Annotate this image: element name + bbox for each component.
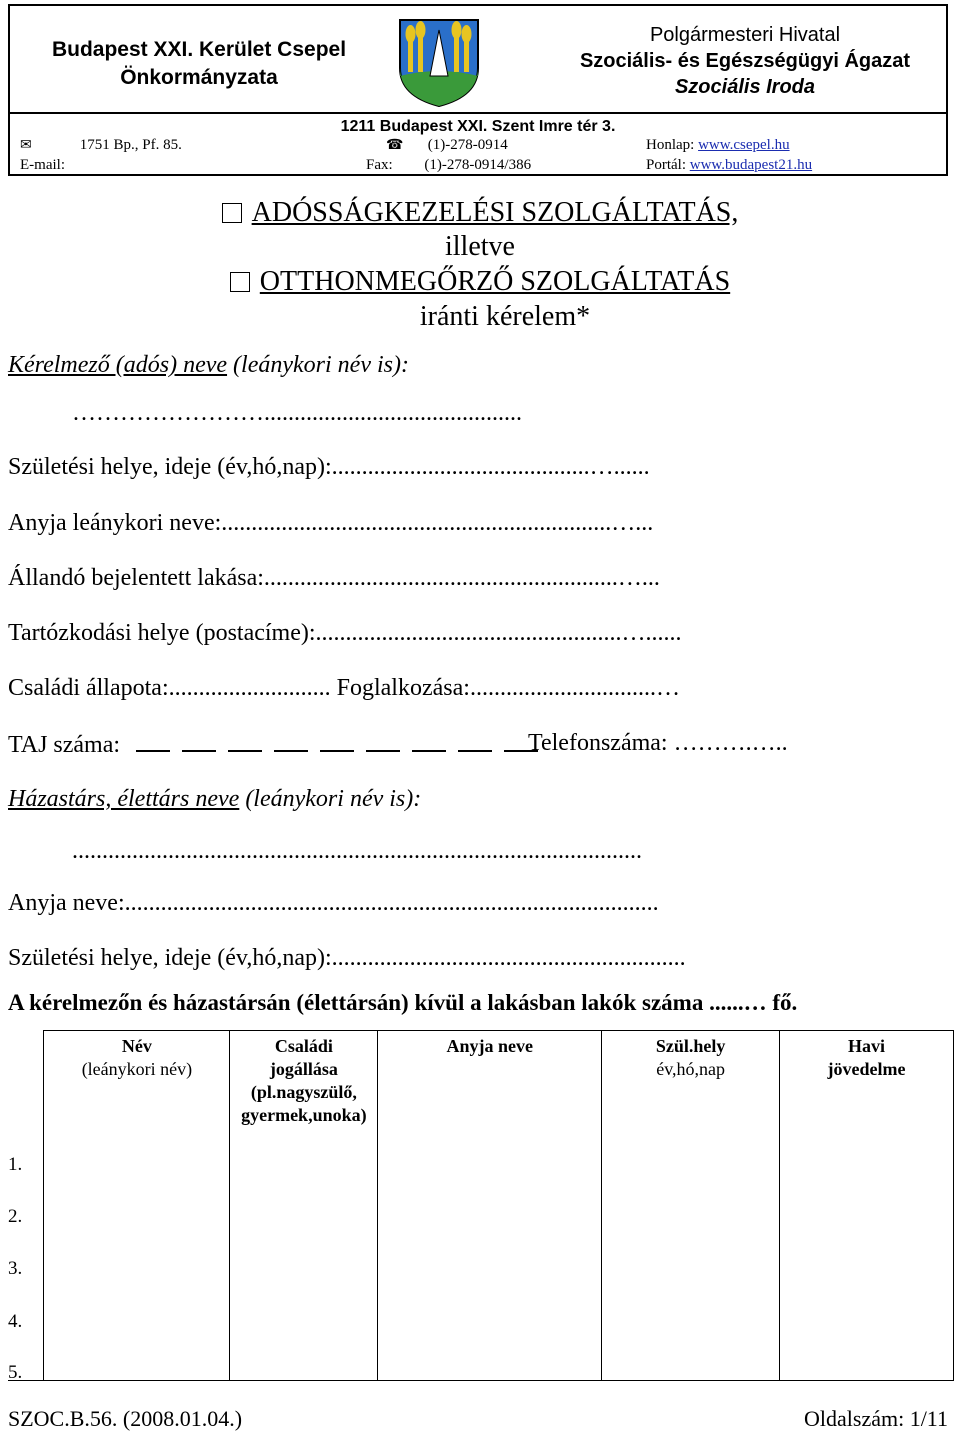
- spouse-birth-field[interactable]: Születési helye, ideje (év,hó,nap):...........................................................: [8, 945, 686, 971]
- office-line-1: Polgármesteri Hivatal: [649, 24, 841, 46]
- spouse-name-field[interactable]: ...............................................................................................: [72, 838, 642, 864]
- taj-digit[interactable]: [412, 730, 446, 752]
- table-row-number: 5.: [8, 1362, 23, 1383]
- phone-icon: ☎: [386, 138, 404, 153]
- taj-digit[interactable]: [366, 730, 400, 752]
- homepage-link[interactable]: www.csepel.hu: [698, 137, 790, 153]
- table-row-number: 2.: [8, 1206, 23, 1227]
- coat-of-arms-icon: [396, 16, 482, 108]
- spouse-label-rest: (leánykori név is):: [245, 786, 422, 812]
- taj-digit[interactable]: [274, 730, 308, 752]
- taj-digit[interactable]: [182, 730, 216, 752]
- permanent-address-field[interactable]: Állandó bejelentett lakása:...........................................................…...: [8, 565, 660, 591]
- col-relation-line-1: Családi: [274, 1036, 333, 1056]
- applicant-name-field[interactable]: ……………………...........................................: [72, 400, 522, 426]
- envelope-icon: ✉: [20, 138, 32, 153]
- org-line-1: Budapest XXI. Kerület Csepel: [51, 38, 347, 61]
- col-income-line-1: Havi: [848, 1036, 886, 1056]
- col-relation-line-3: (pl.nagyszülő,: [250, 1082, 357, 1102]
- taj-number-field[interactable]: [136, 732, 550, 758]
- letterhead: [8, 4, 948, 176]
- phone-row: [386, 137, 508, 154]
- residents-label: A kérelmezőn és házastársán (élettársán) kívül a lakásban lakók száma: [8, 990, 704, 1015]
- applicant-label-rest: (leánykori név is):: [233, 352, 409, 378]
- mother-maiden-name-field[interactable]: Anyja leánykori neve:.................................................................…...: [8, 510, 654, 536]
- title-option-1-text: ADÓSSÁGKEZELÉSI SZOLGÁLTATÁS,: [251, 197, 739, 228]
- office-name: [550, 22, 940, 100]
- homepage-row: [646, 137, 790, 154]
- form-code: SZOC.B.56. (2008.01.04.): [8, 1406, 243, 1431]
- applicant-label-main: Kérelmező (adós) neve: [8, 352, 228, 378]
- col-birth-line-2: év,hó,nap: [656, 1059, 726, 1079]
- table-header-row: [8, 1031, 954, 1381]
- organization-name: [24, 36, 374, 92]
- fax-number: (1)-278-0914/386: [424, 157, 532, 173]
- title-option-2-text: OTTHONMEGŐRZŐ SZOLGÁLTATÁS: [259, 266, 731, 297]
- checkbox-debt-management[interactable]: [222, 203, 242, 223]
- birth-place-date-field[interactable]: Születési helye, ideje (év,hó,nap):...........................................…......: [8, 454, 650, 480]
- phone-field[interactable]: ……….…..: [673, 730, 788, 756]
- table-row-number: 4.: [8, 1311, 23, 1332]
- portal-link[interactable]: www.budapest21.hu: [689, 157, 813, 173]
- title-option-2: [0, 265, 960, 299]
- office-line-2: Szociális- és Egészségügyi Ágazat: [579, 50, 911, 72]
- col-name: [44, 1031, 230, 1381]
- page-number: Oldalszám: 1/11: [804, 1406, 948, 1431]
- spouse-name-label: [8, 786, 421, 813]
- col-name-line-2: (leánykori név): [81, 1059, 193, 1079]
- title-suffix: iránti kérelem*: [419, 301, 591, 332]
- marital-occupation-row: [8, 675, 680, 702]
- col-birth-line-1: Szül.hely: [655, 1036, 726, 1056]
- title-option-1: [0, 196, 960, 230]
- phone-field-row: [528, 730, 788, 757]
- col-income: [780, 1031, 954, 1381]
- taj-digit[interactable]: [320, 730, 354, 752]
- applicant-name-label: [8, 352, 409, 379]
- taj-digit[interactable]: [458, 730, 492, 752]
- title-connector: illetve: [445, 231, 515, 262]
- org-line-2: Önkormányzata: [120, 66, 278, 89]
- table-row-number: 1.: [8, 1154, 23, 1175]
- fax-row: [366, 157, 531, 174]
- header-divider: [10, 112, 946, 114]
- portal-label: Portál:: [646, 157, 686, 173]
- residents-unit: fő.: [772, 990, 798, 1015]
- homepage-label: Honlap:: [646, 137, 695, 153]
- postal-address: 1751 Bp., Pf. 85.: [79, 137, 182, 153]
- postal-address-field[interactable]: Tartózkodási helye (postacíme):...................................................…......: [8, 620, 682, 646]
- email-label: E-mail:: [20, 157, 65, 173]
- fax-label: Fax:: [366, 157, 393, 173]
- taj-label: TAJ száma:: [8, 732, 121, 758]
- taj-digit[interactable]: [228, 730, 262, 752]
- spouse-label-main: Házastárs, élettárs neve: [8, 786, 240, 812]
- office-line-3: Szociális Iroda: [674, 76, 816, 98]
- col-income-line-2: jövedelme: [827, 1059, 906, 1079]
- marital-status-field[interactable]: ...........................: [168, 675, 331, 701]
- checkbox-home-preservation[interactable]: [230, 272, 250, 292]
- marital-status-label: Családi állapota:: [8, 675, 169, 701]
- occupation-label: Foglalkozása:: [336, 675, 470, 701]
- col-relation-line-2: jogállása: [269, 1059, 338, 1079]
- col-birth: [602, 1031, 780, 1381]
- street-address: 1211 Budapest XXI. Szent Imre tér 3.: [340, 118, 616, 135]
- spouse-mother-name-field[interactable]: Anyja neve:.........................................................................................: [8, 890, 659, 916]
- email-row: [20, 157, 65, 174]
- occupation-field[interactable]: ...............................…: [469, 675, 680, 701]
- col-name-line-1: Név: [121, 1036, 152, 1056]
- col-relation: [230, 1031, 378, 1381]
- residents-count-row: [8, 990, 797, 1016]
- taj-row: [8, 730, 550, 759]
- postal-row: [20, 137, 182, 154]
- taj-digit[interactable]: [136, 730, 170, 752]
- portal-row: [646, 157, 812, 174]
- col-relation-line-4: gyermek,unoka): [241, 1105, 367, 1125]
- household-members-table: [8, 1030, 954, 1381]
- phone-number: (1)-278-0914: [427, 137, 508, 153]
- phone-label: Telefonszáma:: [528, 730, 668, 756]
- residents-count-field[interactable]: ......…: [709, 990, 767, 1015]
- col-mother-name: Anyja neve: [378, 1031, 602, 1381]
- table-row-number: 3.: [8, 1258, 23, 1279]
